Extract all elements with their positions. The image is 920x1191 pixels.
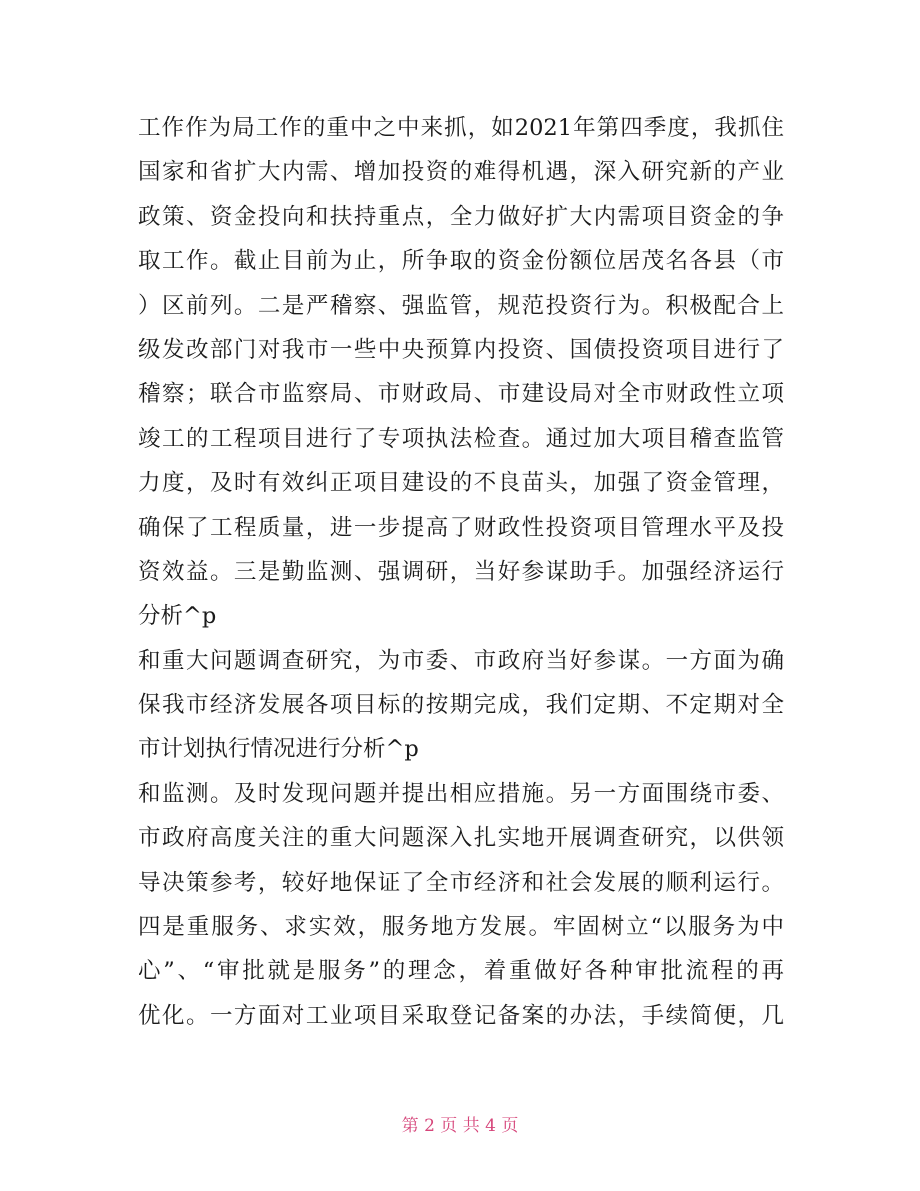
text-line: 分析^p (138, 603, 217, 630)
text-line: 市计划执行情况进行分析^p (138, 736, 419, 763)
text-line: 国家和省扩大内需、增加投资的难得机遇，深入研究新的产业 (138, 159, 784, 186)
text-line: 市政府高度关注的重大问题深入扎实地开展调查研究，以供领 (138, 825, 784, 852)
page-number-footer: 第 2 页 共 4 页 (401, 1116, 519, 1136)
text-line: 资效益。三是勤监测、强调研，当好参谋助手。加强经济运行 (138, 558, 784, 585)
text-line: 和重大问题调查研究，为市委、市政府当好参谋。一方面为确 (138, 647, 784, 674)
text-line: 级发改部门对我市一些中央预算内投资、国债投资项目进行了 (138, 336, 784, 363)
text-line: 取工作。截止目前为止，所争取的资金份额位居茂名各县（市 (138, 248, 784, 275)
text-line: 导决策参考，较好地保证了全市经济和社会发展的顺利运行。 (138, 869, 784, 896)
text-line: 工作作为局工作的重中之中来抓，如2021年第四季度，我抓住 (138, 115, 784, 141)
text-line: 稽察；联合市监察局、市财政局、市建设局对全市财政性立项 (138, 381, 784, 408)
text-line: ）区前列。二是严稽察、强监管，规范投资行为。积极配合上 (138, 292, 784, 319)
body-text (138, 106, 784, 1038)
text-line: 心”、“审批就是服务”的理念，着重做好各种审批流程的再 (138, 958, 784, 985)
text-line: 保我市经济发展各项目标的按期完成，我们定期、不定期对全 (138, 692, 784, 719)
text-line: 优化。一方面对工业项目采取登记备案的办法，手续简便，几 (138, 1002, 784, 1029)
text-line: 政策、资金投向和扶持重点，全力做好扩大内需项目资金的争 (138, 203, 784, 230)
text-line: 力度，及时有效纠正项目建设的不良苗头，加强了资金管理， (138, 470, 784, 497)
text-line: 四是重服务、求实效，服务地方发展。牢固树立“以服务为中 (138, 914, 784, 941)
text-line: 和监测。及时发现问题并提出相应措施。另一方面围绕市委、 (138, 780, 784, 807)
text-line: 确保了工程质量，进一步提高了财政性投资项目管理水平及投 (138, 514, 784, 541)
text-line: 竣工的工程项目进行了专项执法检查。通过加大项目稽查监管 (138, 425, 784, 452)
